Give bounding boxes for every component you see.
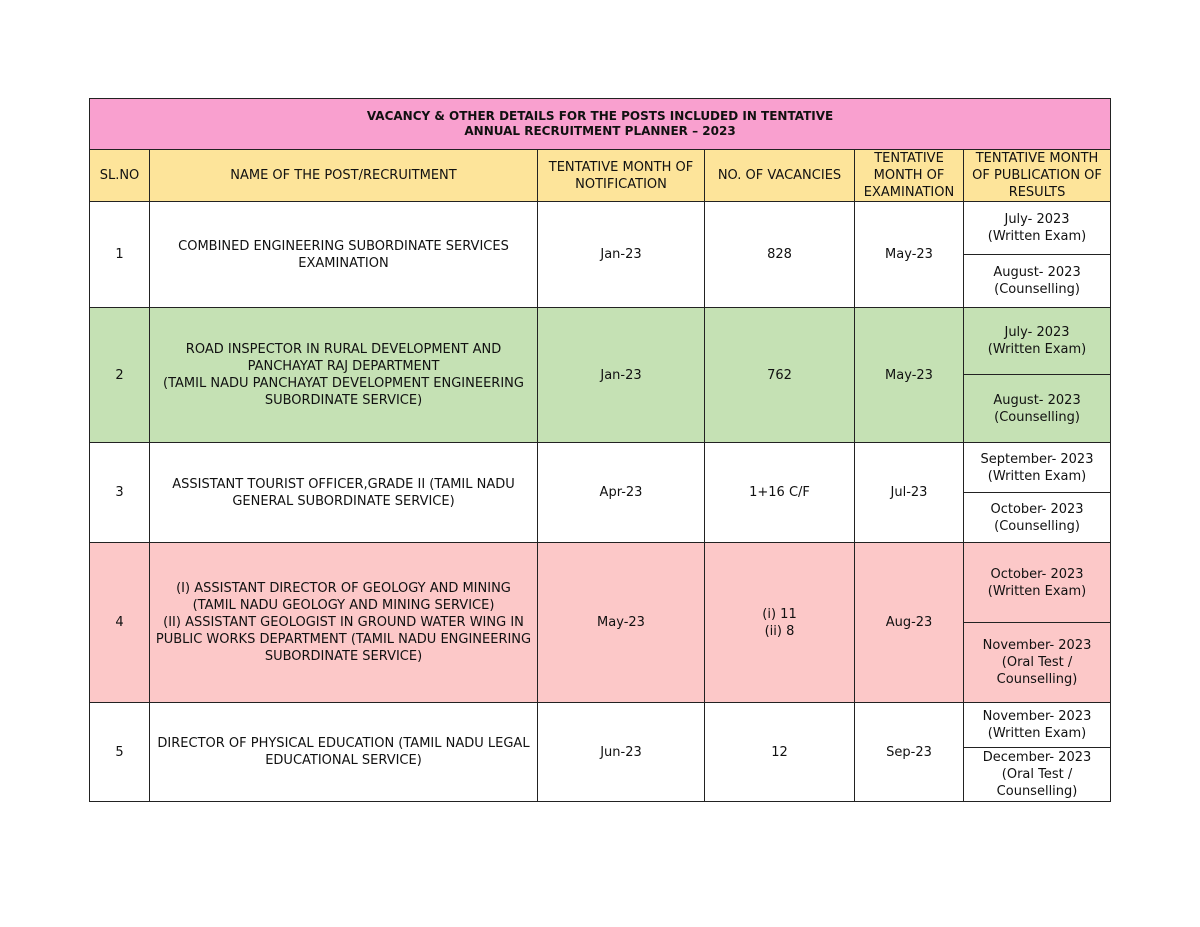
table-row	[90, 543, 1111, 623]
header-slno: SL.NO	[90, 150, 150, 202]
cell-notification: May-23	[538, 543, 705, 703]
cell-vacancies: (i) 11 (ii) 8	[705, 543, 855, 703]
header-notification: TENTATIVE MONTH OF NOTIFICATION	[538, 150, 705, 202]
cell-notification: Jun-23	[538, 703, 705, 802]
cell-examination: Aug-23	[855, 543, 964, 703]
recruitment-planner-table	[89, 98, 1111, 802]
table-row	[90, 308, 1111, 375]
cell-result-2: November- 2023 (Oral Test / Counselling)	[964, 623, 1111, 703]
cell-result-1: July- 2023 (Written Exam)	[964, 202, 1111, 255]
cell-examination: Jul-23	[855, 443, 964, 543]
cell-post: DIRECTOR OF PHYSICAL EDUCATION (TAMIL NADU LEGAL EDUCATIONAL SERVICE)	[150, 703, 538, 802]
cell-vacancies: 12	[705, 703, 855, 802]
cell-examination: May-23	[855, 202, 964, 308]
title-row	[90, 99, 1111, 150]
cell-result-1: September- 2023 (Written Exam)	[964, 443, 1111, 493]
cell-examination: May-23	[855, 308, 964, 443]
table-row	[90, 443, 1111, 493]
header-vacancies: NO. OF VACANCIES	[705, 150, 855, 202]
cell-post: ASSISTANT TOURIST OFFICER,GRADE II (TAMIL NADU GENERAL SUBORDINATE SERVICE)	[150, 443, 538, 543]
cell-slno: 1	[90, 202, 150, 308]
table-title	[90, 99, 1111, 150]
cell-vacancies: 828	[705, 202, 855, 308]
cell-result-2: August- 2023 (Counselling)	[964, 375, 1111, 443]
header-row	[90, 150, 1111, 202]
cell-post: ROAD INSPECTOR IN RURAL DEVELOPMENT AND PANCHAYAT RAJ DEPARTMENT (TAMIL NADU PANCHAYAT DEVELOPMENT ENGINEERING SUBORDINATE SERVICE)	[150, 308, 538, 443]
header-examination: TENTATIVE MONTH OF EXAMINATION	[855, 150, 964, 202]
cell-result-2: October- 2023 (Counselling)	[964, 493, 1111, 543]
cell-examination: Sep-23	[855, 703, 964, 802]
cell-post: COMBINED ENGINEERING SUBORDINATE SERVICES EXAMINATION	[150, 202, 538, 308]
cell-vacancies: 1+16 C/F	[705, 443, 855, 543]
cell-post: (I) ASSISTANT DIRECTOR OF GEOLOGY AND MINING (TAMIL NADU GEOLOGY AND MINING SERVICE) (II) ASSISTANT GEOLOGIST IN GROUND WATER WING IN PUBLIC WORKS DEPARTMENT (TAMIL NADU ENGINEERING SUBORDINATE SERVICE)	[150, 543, 538, 703]
table-row	[90, 703, 1111, 748]
cell-slno: 2	[90, 308, 150, 443]
cell-notification: Apr-23	[538, 443, 705, 543]
cell-vacancies: 762	[705, 308, 855, 443]
header-post: NAME OF THE POST/RECRUITMENT	[150, 150, 538, 202]
cell-result-1: July- 2023 (Written Exam)	[964, 308, 1111, 375]
cell-result-2: August- 2023 (Counselling)	[964, 255, 1111, 308]
cell-slno: 3	[90, 443, 150, 543]
cell-notification: Jan-23	[538, 308, 705, 443]
cell-notification: Jan-23	[538, 202, 705, 308]
title-line-2: ANNUAL RECRUITMENT PLANNER – 2023	[464, 124, 736, 138]
cell-slno: 5	[90, 703, 150, 802]
table-row	[90, 202, 1111, 255]
cell-result-2: December- 2023 (Oral Test / Counselling)	[964, 748, 1111, 802]
header-results: TENTATIVE MONTH OF PUBLICATION OF RESULTS	[964, 150, 1111, 202]
cell-result-1: October- 2023 (Written Exam)	[964, 543, 1111, 623]
cell-slno: 4	[90, 543, 150, 703]
title-line-1: VACANCY & OTHER DETAILS FOR THE POSTS INCLUDED IN TENTATIVE	[366, 109, 834, 123]
cell-result-1: November- 2023 (Written Exam)	[964, 703, 1111, 748]
